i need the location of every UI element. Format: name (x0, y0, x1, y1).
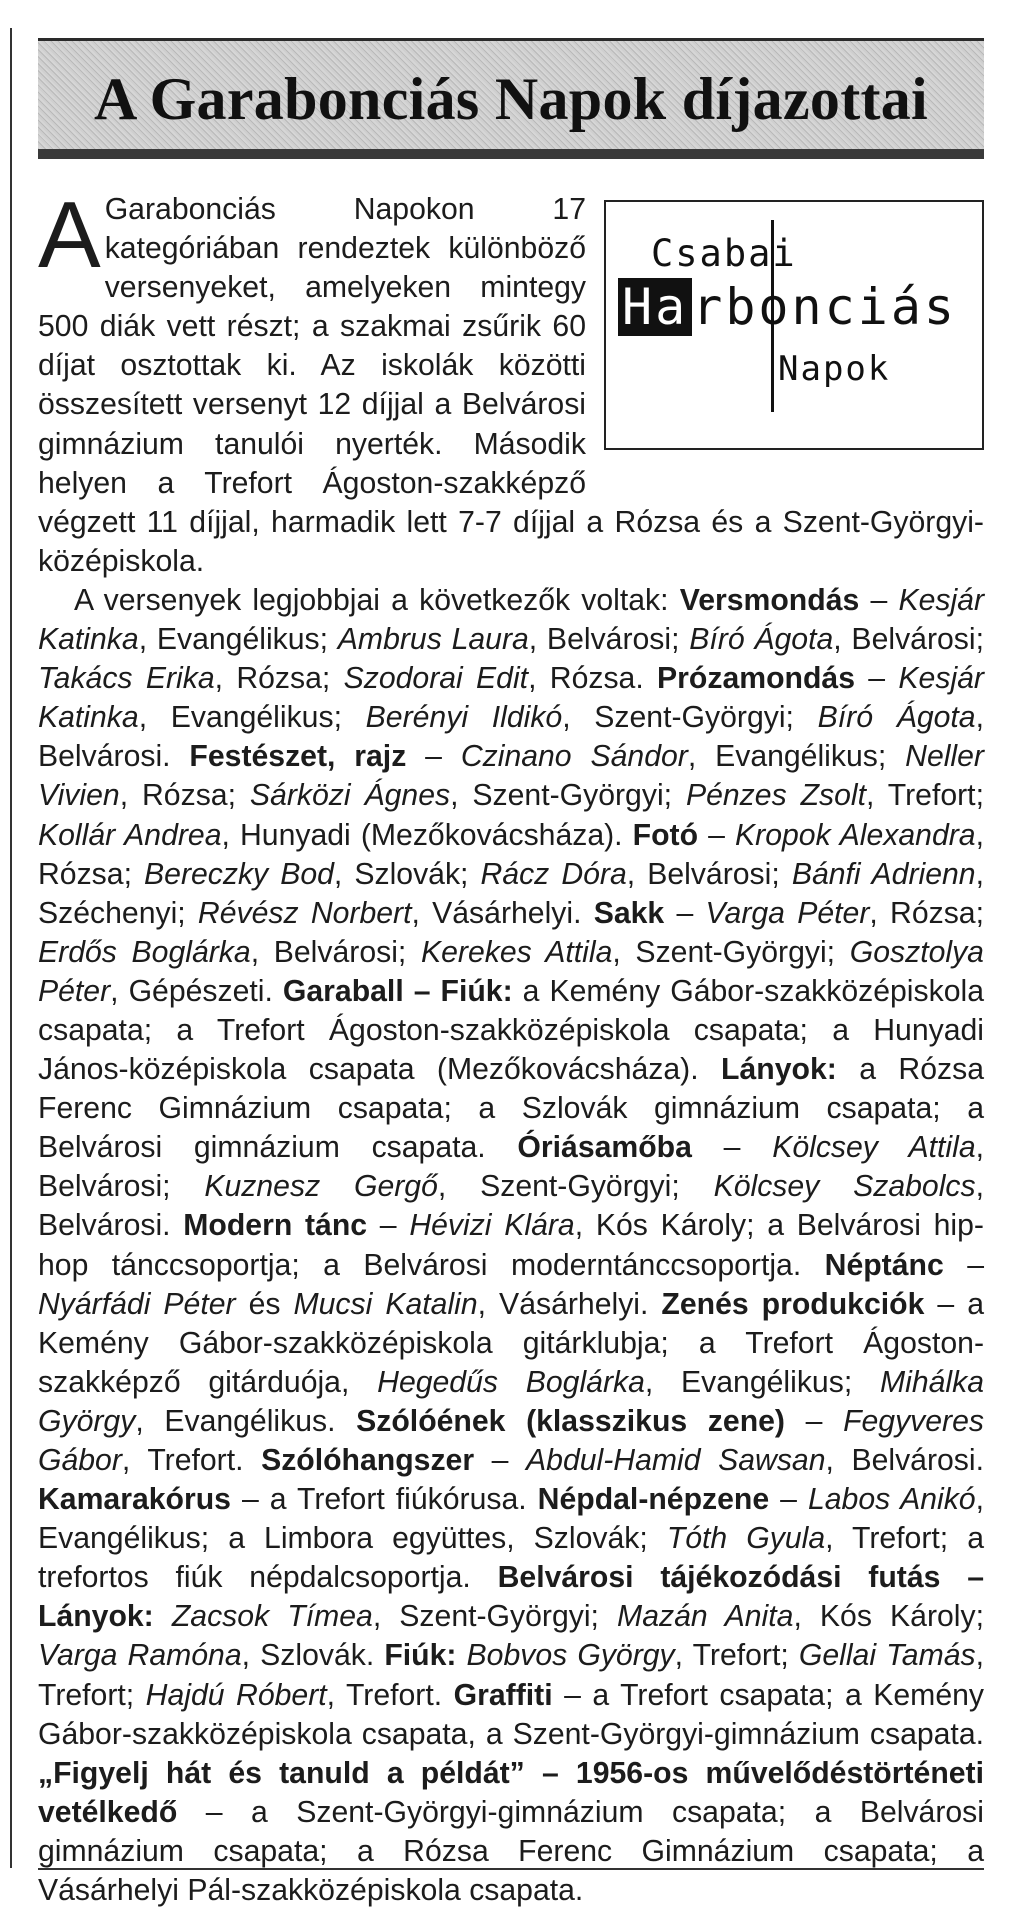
category-label: Versmondás (679, 583, 860, 617)
result-text: – a Kemény Gábor-szakközépiskola gitárklubja; a Trefort Ágoston-szakképző gitárduója, (38, 1287, 984, 1399)
result-text: – (367, 1209, 410, 1243)
winner-name: Bíró Ágota (817, 701, 976, 735)
category-label: Néptánc (824, 1248, 944, 1282)
result-text: , Evangélikus; (138, 623, 338, 657)
result-text: , Széchenyi; (38, 857, 984, 930)
category-label: Fiúk: (384, 1639, 457, 1673)
result-text: , Trefort. (326, 1678, 454, 1712)
results-list (38, 584, 984, 1907)
result-text: , Szlovák; (333, 857, 481, 891)
winner-name: Erdős Boglárka (38, 935, 251, 969)
winner-name: Kropok Alexandra (735, 818, 976, 852)
title-underline (38, 149, 984, 159)
result-text: , Belvárosi; (250, 935, 421, 969)
result-text: , Rózsa. (528, 662, 658, 696)
logo-word-garabancias (618, 278, 958, 336)
winner-name: Mihálka György (38, 1365, 985, 1438)
result-text: , Szent-Györgyi; (612, 935, 850, 969)
result-text: , Rózsa; (38, 818, 984, 891)
result-text: – (698, 818, 736, 852)
result-text: , Kós Károly; a Belvárosi hip-hop tánccsoportja; a Belvárosi moderntánccsoportja. (38, 1209, 984, 1282)
logo-word-csabai: Csabai (651, 232, 797, 275)
result-text: , Belvárosi; (38, 1131, 984, 1204)
result-text: , Rózsa; (869, 896, 984, 930)
article-body (38, 182, 985, 1910)
winner-name: Tóth Gyula (666, 1522, 826, 1556)
result-text: , Szent-Györgyi; (562, 701, 818, 735)
result-text: , Szent-Györgyi; (450, 779, 686, 813)
title-banner (38, 38, 984, 159)
winner-name: Kerekes Attila (420, 935, 613, 969)
winner-name: Nyárfádi Péter (38, 1287, 236, 1321)
result-text: – (943, 1248, 984, 1282)
winner-name: Kölcsey Szabolcs (713, 1170, 976, 1204)
winner-name: Szodorai Edit (343, 662, 529, 696)
result-text: , Gépészeti. (110, 974, 283, 1008)
winner-name: Sárközi Ágnes (249, 779, 451, 813)
category-label: Garaball – Fiúk: (282, 974, 513, 1008)
category-label: Modern tánc (183, 1209, 368, 1243)
category-label: „Figyelj hát és tanuld a példát” – 1956-os művelődéstörténeti vetélkedő (38, 1756, 984, 1829)
winner-name: Bobvos György (466, 1639, 675, 1673)
winner-name: Mucsi Katalin (293, 1287, 478, 1321)
result-text: , Hunyadi (Mezőkovácsháza). (221, 818, 633, 852)
winner-name: Czinano Sándor (460, 740, 688, 774)
category-label: Graffiti (453, 1678, 553, 1712)
category-label: Lányok: (721, 1053, 837, 1087)
category-label: Belvárosi tájékozódási futás – Lányok: (38, 1561, 984, 1634)
result-text: , Rózsa; (119, 779, 250, 813)
winner-name: Kollár Andrea (38, 818, 222, 852)
result-text (456, 1639, 466, 1672)
result-text: , Belvárosi. (825, 1444, 984, 1477)
winner-name: Labos Anikó (807, 1483, 976, 1517)
winner-name: Bereczky Bod (144, 857, 334, 891)
winner-name: Hévizi Klára (409, 1209, 575, 1243)
category-label: Népdal-népzene (537, 1483, 770, 1517)
result-text: , Evangélikus. (135, 1404, 357, 1438)
category-label: Sakk (593, 896, 665, 930)
results-paragraph (38, 581, 984, 1910)
category-label: Festészet, rajz (189, 740, 407, 774)
results-intro: A versenyek legjobbjai a következők voltak: (74, 583, 669, 617)
winner-name: Varga Péter (705, 896, 870, 930)
result-text: – (664, 896, 706, 930)
result-text: , Vásárhelyi. (477, 1287, 662, 1321)
category-label: Óriásamőba (517, 1131, 692, 1165)
result-text: – (784, 1404, 844, 1438)
result-text: , Trefort; (674, 1639, 799, 1673)
result-text: , Szent-Györgyi; (437, 1170, 714, 1204)
winner-name: Ambrus Laura (337, 623, 529, 657)
result-text: , Trefort; a trefortos fiúk népdalcsoportja. (38, 1522, 984, 1595)
winner-name: Pénzes Zsolt (685, 779, 867, 813)
winner-name: Hajdú Róbert (145, 1678, 327, 1712)
result-text: – a Trefort fiúkórusa. (230, 1483, 538, 1517)
result-text: , Belvárosi; (833, 623, 984, 657)
result-text: , Trefort; (38, 1639, 985, 1712)
result-text: , Szlovák. (241, 1639, 385, 1673)
result-text: , Belvárosi. (38, 701, 984, 774)
result-text: a Rózsa Ferenc Gimnázium csapata; a Szlovák gimnázium csapata; a Belvárosi gimnázium csapata. (38, 1053, 984, 1165)
winner-name: Kesjár Katinka (38, 662, 984, 735)
result-text: – (859, 583, 899, 617)
result-text: , Kós Károly; (793, 1600, 984, 1634)
winner-name: Abdul-Hamid Sawsan (526, 1444, 826, 1477)
result-text: , Trefort; (866, 779, 984, 813)
category-label: Zenés produkciók (661, 1287, 925, 1321)
logo-light-letters: rbonciás (692, 278, 958, 336)
logo-word-napok: Napok (778, 349, 891, 389)
winner-name: Bánfi Adrienn (791, 857, 976, 891)
result-text: – (474, 1444, 527, 1477)
winner-name: Hegedűs Boglárka (377, 1365, 645, 1399)
category-label: Szólóének (klasszikus zene) (356, 1404, 785, 1438)
result-text: , Evangélikus; a Limbora együttes, Szlovák; (38, 1483, 984, 1556)
festival-logo (604, 200, 984, 450)
left-column-rule (10, 28, 12, 1868)
winner-name: Zacsok Tímea (171, 1600, 373, 1634)
winner-name: Mazán Anita (617, 1600, 794, 1634)
result-text: – (855, 662, 899, 696)
result-text: – (691, 1131, 773, 1165)
winner-name: Gosztolya Péter (38, 935, 984, 1008)
winner-name: Takács Erika (38, 662, 215, 696)
winner-name: Kölcsey Attila (772, 1131, 976, 1165)
category-label: Kamarakórus (38, 1483, 231, 1517)
category-label: Szólóhangszer (261, 1444, 475, 1477)
category-label: Fotó (632, 818, 699, 852)
result-text: és (235, 1287, 294, 1321)
winner-name: Rácz Dóra (480, 857, 627, 891)
article-title: A Garabonciás Napok díjazottai (93, 66, 929, 132)
winner-name: Révész Norbert (197, 896, 412, 930)
result-text: , Rózsa; (214, 662, 344, 696)
result-text: , Belvárosi. (38, 1170, 984, 1243)
winner-name: Kesjár Katinka (38, 583, 985, 657)
result-text: a Kemény Gábor-szakközépiskola csapata; a Trefort Ágoston-szakközépiskola csapata; a Hunyadi János-középiskola csapata (Mezőkovácsháza). (38, 974, 984, 1087)
result-text: , Evangélikus; (138, 701, 366, 735)
category-label: Prózamondás (657, 662, 855, 696)
bottom-rule (38, 1868, 984, 1870)
result-text: , Evangélikus; (687, 740, 906, 774)
result-text: , Szent-Györgyi; (372, 1600, 618, 1634)
result-text (154, 1600, 172, 1633)
winner-name: Neller Vivien (38, 740, 984, 813)
winner-name: Bíró Ágota (689, 623, 834, 657)
logo-dark-block: Ha (618, 278, 692, 336)
winner-name: Varga Ramóna (38, 1639, 242, 1673)
result-text: , Trefort. (121, 1444, 262, 1477)
result-text: , Belvárosi; (626, 857, 792, 891)
result-text: – a Trefort csapata; a Kemény Gábor-szakközépiskola csapata, a Szent-Györgyi-gimnázium csapata. (38, 1678, 984, 1751)
winner-name: Berényi Ildikó (365, 701, 563, 735)
drop-cap: A (38, 182, 101, 287)
result-text: , Evangélikus; (644, 1365, 880, 1399)
winner-name: Kuznesz Gergő (204, 1170, 438, 1204)
result-text: – a Szent-Györgyi-gimnázium csapata; a Belvárosi gimnázium csapata; a Rózsa Ferenc Gimnázium csapata; a Vásárhelyi Pál-szakközépiskola csapata. (38, 1795, 984, 1908)
result-text: – (769, 1483, 808, 1517)
winner-name: Gellai Tamás (798, 1639, 976, 1673)
result-text: – (406, 740, 461, 774)
intro-text: Garabonciás Napokon 17 kategóriában rendeztek különböző versenyeket, amelyeken mintegy 500 diák vett részt; a szakmai zsűrik 60 díjat osztottak ki. Az iskolák közötti összesített versenyt 12 díjjal a Belvárosi gimnázium tanulói nyerték. Második helyen a Trefort Ágoston-szakképző végzett 11 díjjal, harmadik lett 7-7 díjjal a Rózsa és a Szent-Györgyi-középiskola. (38, 193, 984, 578)
result-text: , Belvárosi; (528, 623, 690, 657)
result-text: , Vásárhelyi. (411, 896, 594, 930)
winner-name: Fegyveres Gábor (38, 1404, 984, 1477)
